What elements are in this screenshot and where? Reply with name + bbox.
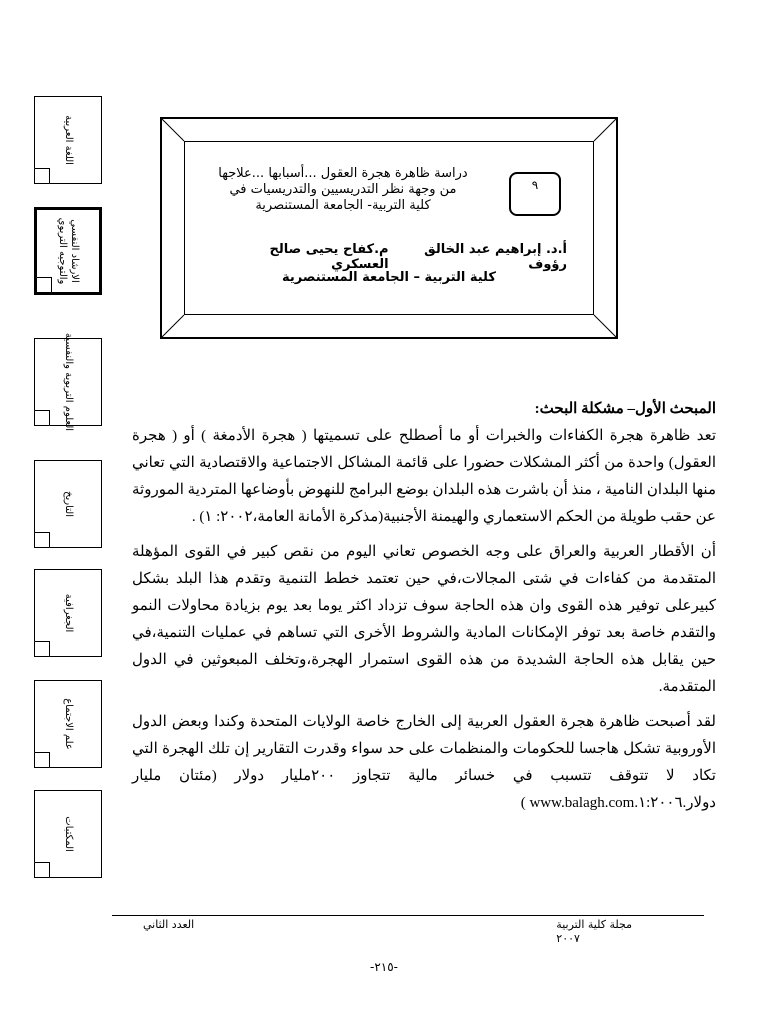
paper-title-line: من وجهة نظر التدريسيين والتدريسيات في (229, 182, 457, 197)
side-tab-label: المكتبات (63, 816, 74, 852)
paragraph: أن الأقطار العربية والعراق على وجه الخصوص تعاني اليوم من نقص كبير في القوى المؤهلة المتقدمة من كفاءات في شتى المجالات،في حين تعتمد خطط التنمية وتقدم هذا البلد بشكل كبيرعلى توفير هذه القوى وان هذه الحاجة سوف تزداد اكثر يوما بعد يوم بزيادة محاولات النمو والتقدم خاصة بعد توفر الإمكانات المادية والشروط الأخرى التي تساهم في عمليات التنمية،في حين يقابل هذه الحاجة الشديدة من هذه القوى استمرار الهجرة،وتخلف المبعوثين في الدول المتقدمة. (132, 544, 716, 695)
side-tab-arabic[interactable] (34, 96, 102, 184)
side-tab-label: الجغرافية (63, 593, 74, 633)
side-tab-libraries[interactable] (34, 790, 102, 878)
side-tab-geography[interactable] (34, 569, 102, 657)
paragraph: تعد ظاهرة هجرة الكفاءات والخبرات أو ما أصطلح على تسميتها ( هجرة الأدمغة ) أو ( هجرة العقول) واحدة من أكثر المشكلات حضورا على قائمة المشاكل الاجتماعية والاقتصادية التي تعاني منها البلدان النامية ، منذ أن باشرت هذه البلدان بوضع البرامج للنهوض بأوضاعها المتردية الموروثة عن حقب طويلة من الحكم الاستعماري والهيمنة الأجنبية(مذكرة الأمانة العامة،٢٠٠٢: ١) . (132, 428, 716, 525)
paper-title (213, 166, 473, 214)
page-number: -٢١٥- (369, 960, 399, 974)
title-frame-inner (184, 141, 594, 315)
side-tab-counseling[interactable] (34, 207, 102, 295)
page-fold-icon (34, 410, 50, 426)
affiliation: كلية التربية – الجامعة المستنصرية (282, 270, 496, 285)
page-fold-icon (36, 277, 52, 293)
footer-divider (112, 915, 704, 916)
page-fold-icon (34, 168, 50, 184)
author-2: م.كفاح يحيى صالح العسكري (269, 242, 389, 272)
side-tab-label: الارشاد النفسي والتوجيه التربوي (57, 217, 80, 285)
side-tab-sociology[interactable] (34, 680, 102, 768)
article-body (132, 396, 716, 817)
page-fold-icon (34, 532, 50, 548)
side-tab-label: العلوم التربوية والنفسية (63, 332, 74, 432)
footer-issue: العدد الثاني (143, 918, 195, 931)
paper-title-line: كلية التربية- الجامعة المستنصرية (255, 198, 431, 213)
footer-journal-name: مجلة كلية التربية (556, 918, 632, 931)
footer-journal (556, 918, 632, 946)
authors-line (185, 242, 575, 272)
paragraph: لقد أصبحت ظاهرة هجرة العقول العربية إلى الخارج خاصة الولايات المتحدة وكندا وبعض الدول الأوروبية تشكل هاجسا للحكومات والمنظمات على حد سواء وقدرت التقارير إن تلك الهجرة التي تكاد لا تتوقف تتسبب في خسائر مالية تتجاوز ٢٠٠مليار دولار (مئتان مليار دولار.١:٢٠٠٦.www.balagh.com ) (132, 714, 716, 811)
page-fold-icon (34, 862, 50, 878)
side-tab-history[interactable] (34, 460, 102, 548)
page-fold-icon (34, 752, 50, 768)
author-1: أ.د. إبراهيم عبد الخالق رؤوف (424, 242, 567, 272)
section-heading: المبحث الأول– مشكلة البحث: (534, 401, 716, 417)
side-tab-label: التاريخ (63, 491, 74, 517)
side-tab-educational-sciences[interactable] (34, 332, 102, 432)
title-frame (160, 117, 618, 339)
page-fold-icon (34, 641, 50, 657)
paper-number-badge: ٩ (509, 172, 561, 216)
side-tab-label: علم الاجتماع (63, 698, 74, 750)
side-tab-label: اللغة العربية (63, 115, 74, 165)
paper-title-line: دراسة ظاهرة هجرة العقول ...أسبابها ...علاجها (218, 166, 468, 181)
footer-year: ٢٠٠٧ (556, 932, 580, 945)
